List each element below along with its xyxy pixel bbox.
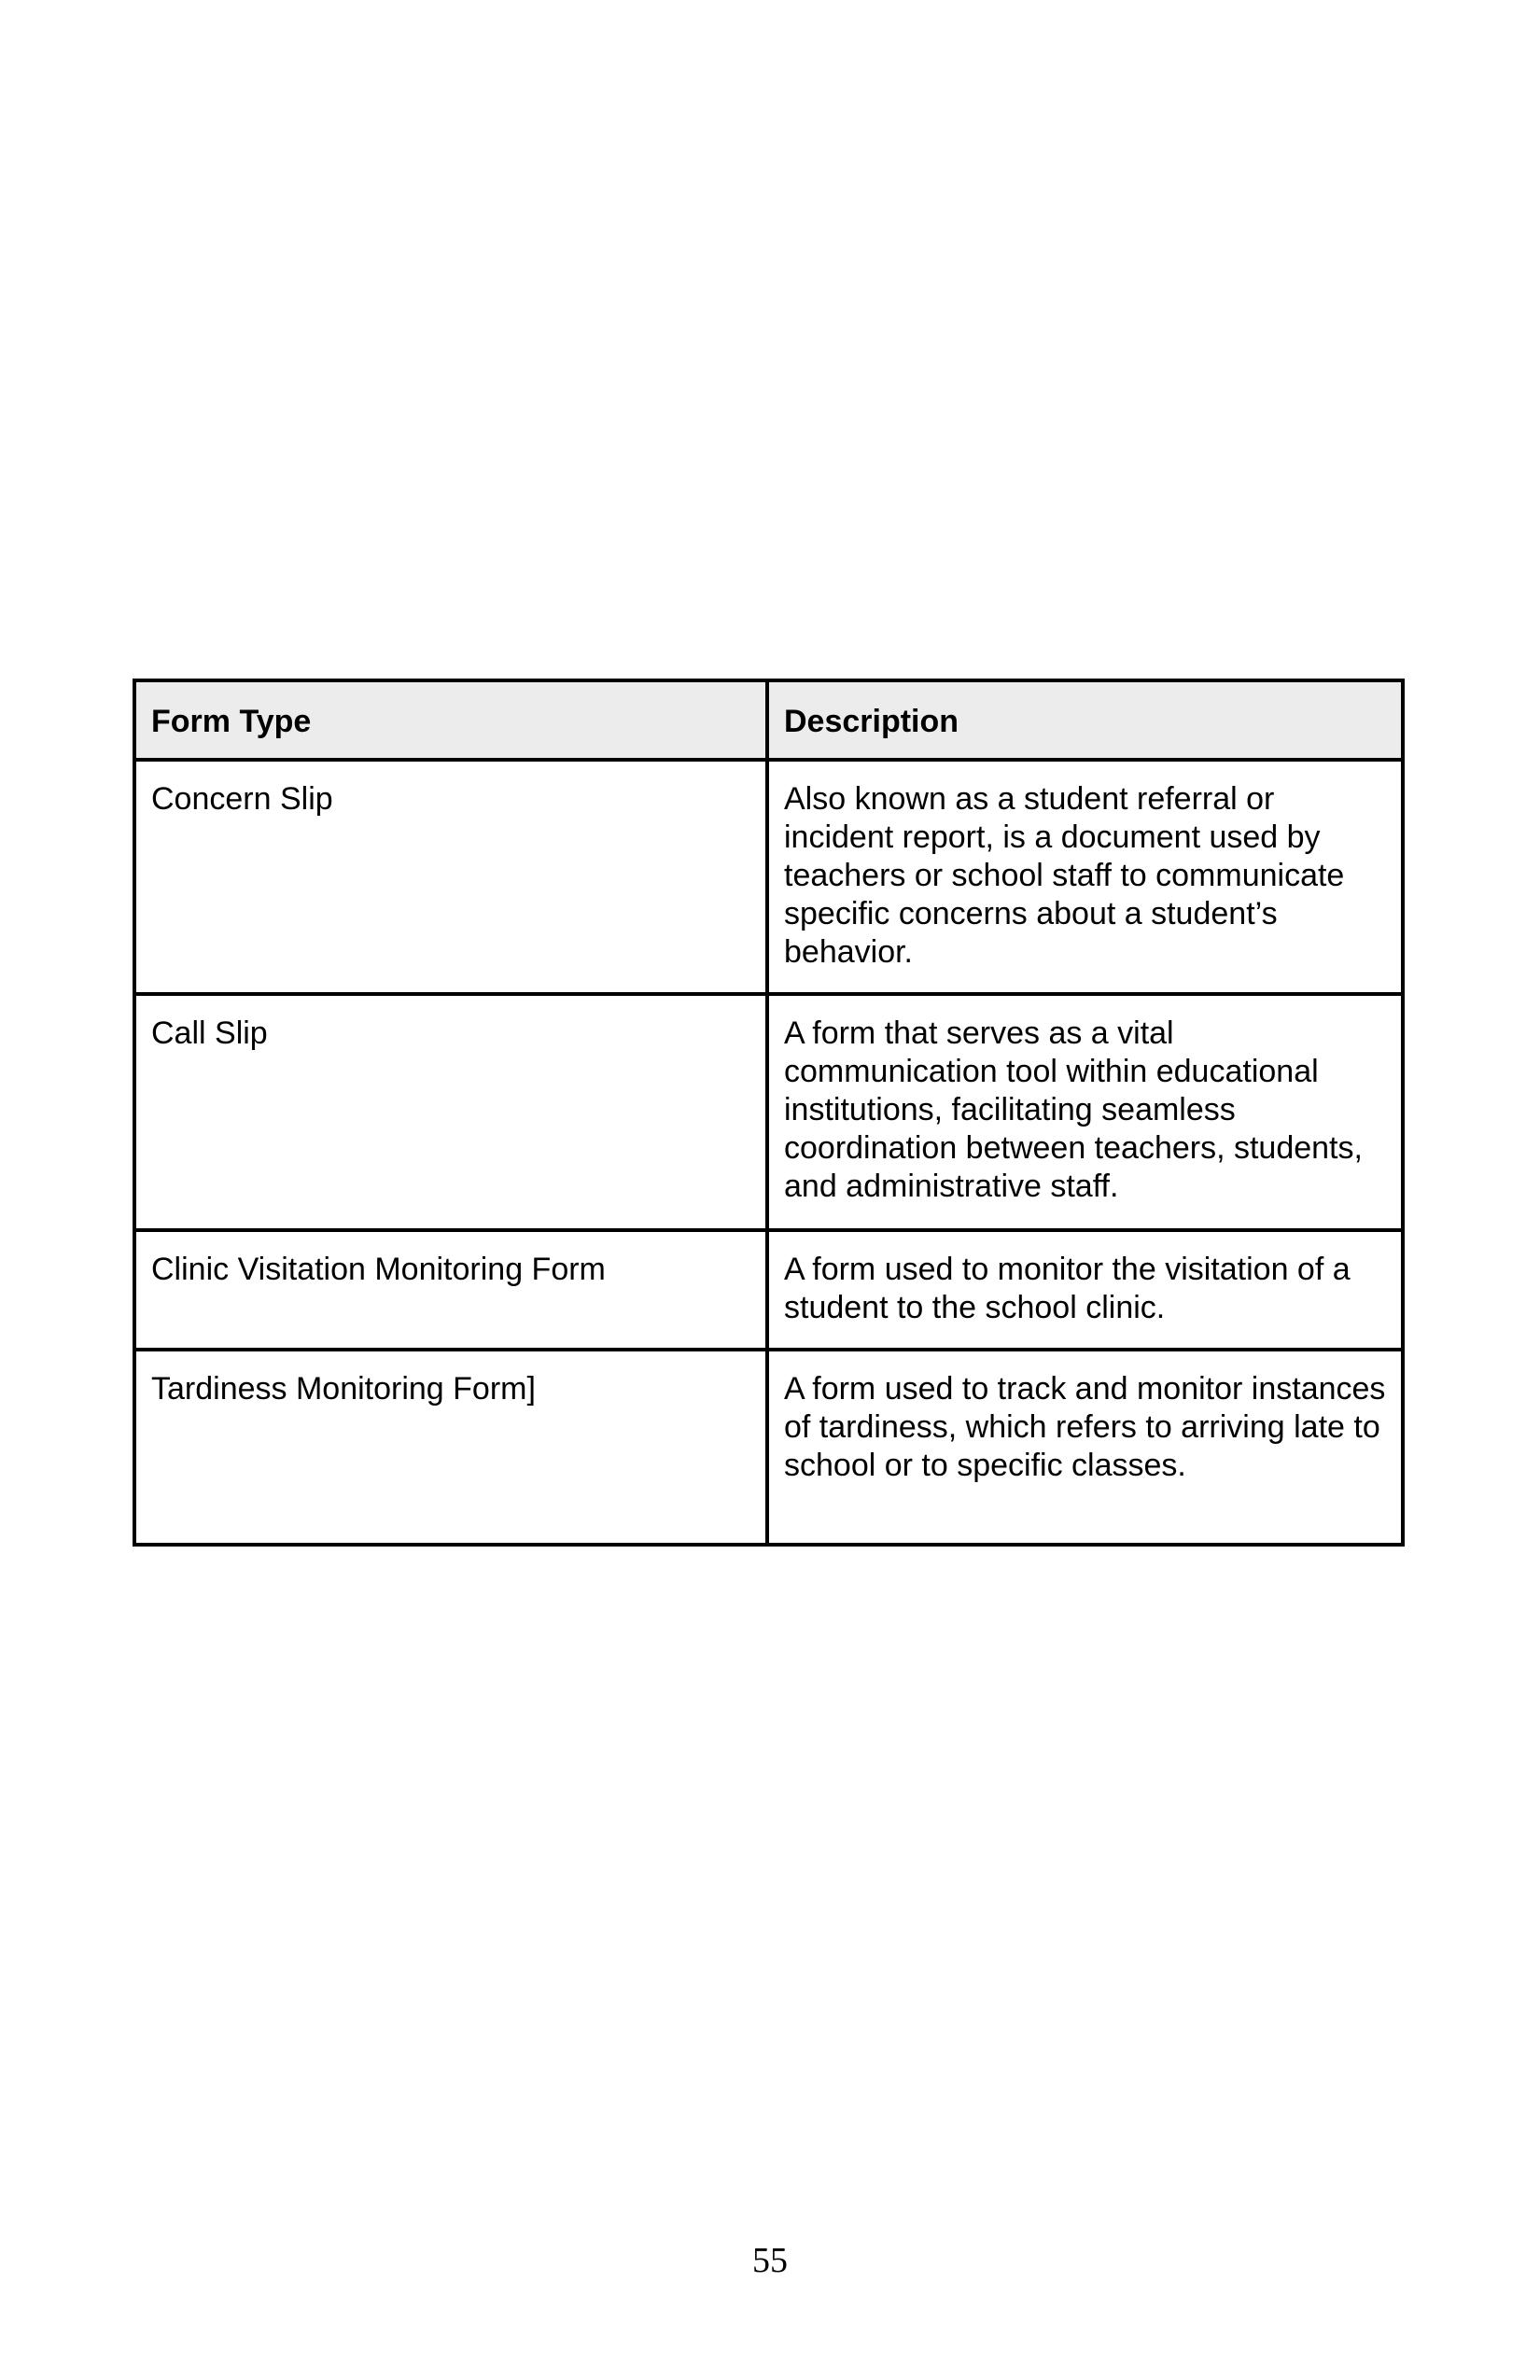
description-cell	[767, 994, 1403, 1230]
table-row	[134, 1230, 1403, 1350]
table-row	[134, 1350, 1403, 1545]
table-row	[134, 994, 1403, 1230]
table-row	[134, 760, 1403, 994]
form-type-text: Concern Slip	[151, 781, 333, 817]
form-type-text: Tardiness Monitoring Form]	[151, 1371, 536, 1407]
description-cell	[767, 760, 1403, 994]
description-text: Also known as a student referral or incident report, is a document used by teachers or school staff to communicate specific concerns about a student’s behavior.	[784, 781, 1345, 970]
header-form-type: Form Type	[134, 680, 767, 760]
description-cell	[767, 1350, 1403, 1545]
description-cell	[767, 1230, 1403, 1350]
description-text: A form used to monitor the visitation of a student to the school clinic.	[784, 1252, 1351, 1325]
form-type-cell	[134, 760, 767, 994]
form-types-table	[133, 679, 1405, 1547]
page-number: 55	[752, 2241, 788, 2280]
form-type-cell	[134, 1350, 767, 1545]
form-type-cell	[134, 1230, 767, 1350]
form-type-text: Clinic Visitation Monitoring Form	[151, 1252, 606, 1287]
table-header-row	[134, 680, 1403, 760]
form-type-cell	[134, 994, 767, 1230]
description-text: A form that serves as a vital communication tool within educational institutions, facilitating seamless coordination between teachers, students, and administrative staff.	[784, 1015, 1363, 1204]
header-description: Description	[767, 680, 1403, 760]
form-type-text: Call Slip	[151, 1015, 268, 1051]
description-text: A form used to track and monitor instances of tardiness, which refers to arriving late to school or to specific classes.	[784, 1371, 1386, 1483]
